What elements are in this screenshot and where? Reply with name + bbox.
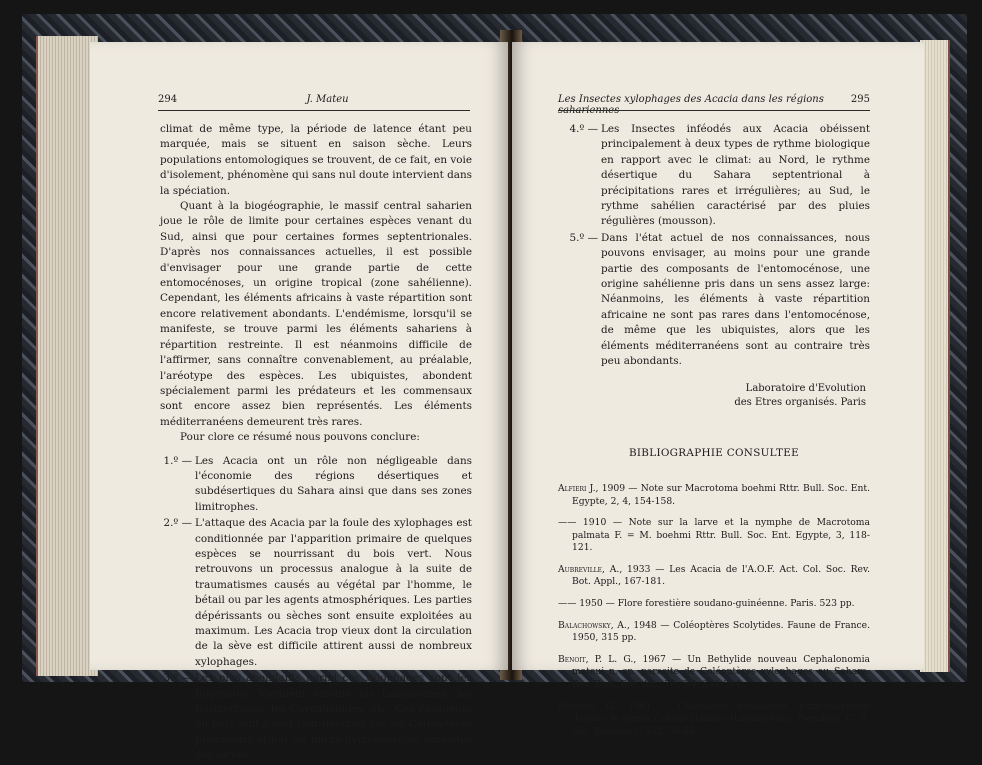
reference-item	[558, 517, 870, 555]
right-running-head	[558, 94, 870, 116]
list-number: 1.º —	[163, 454, 192, 467]
laboratory-line: Laboratoire d'Evolution	[745, 382, 866, 394]
conclusion-list	[160, 454, 472, 764]
paragraph: climat de même type, la période de latence étant peu marquée, mais se situent en saison sèche. Leurs populations entomologiques se trouvent, de ce fait, en voie d'isolement, phénomène qui sans nul doute intervient dans la spéciation.	[160, 123, 472, 197]
list-text: L'attaque des Acacia par la foule des xylophages est conditionnée par l'apparition primaire de quelques espèces se nourrissant du bois vert. Nous retrouvons un processus analogue à la suite de traumatismes causés au végétal par l'homme, le bétail ou par les agents atmosphériques. Les parties dépérissants ou sèches sont ensuite exploitées au maximum. Les Acacia trop vieux dont la circulation de la sève est difficile attirent aussi de nombreux xylophages.	[195, 517, 472, 668]
right-body-text	[558, 122, 870, 747]
reference-author: ——	[558, 517, 577, 529]
reference-author: Benoit, P. L. G.	[558, 653, 634, 665]
reference-text: , 1961 — Chorologie sahélienne, principalement d'après le genre Colotis Hubner (Lépidoptère, Pieridae). C. R. Soc. Biogéogr., 332, 38-46.	[572, 700, 870, 737]
list-text: Les plus abondants parmi ces xylophages sont les Buprestes. Viennent ensuite les Longicornes, les Bostrychides, les Curculionides, etc. Ces ravageurs du bois sont à leur tour décimés par les Coléoptères prédateurs et par les micro-hyménoptères parasites des larves.	[195, 672, 472, 762]
right-running-title: Les Insectes xylophages des Acacia dans les régions	[558, 94, 824, 105]
laboratory-line: des Etres organisés. Paris	[734, 396, 866, 408]
reference-text: , 1909 — Note sur Macrotoma boehmi Rttr. Bull. Soc. Ent. Egypte, 2, 4, 154-158.	[572, 482, 870, 507]
reference-item	[558, 620, 870, 645]
reference-author: Bernardi, G.	[558, 700, 617, 712]
list-item	[558, 231, 870, 370]
paragraph: Quant à la biogéographie, le massif central saharien joue le rôle de limite pour certaines espèces venant du Sud, ainsi que pour certaines formes septentrionales. D'après nos connaissances actuelles, il est possible d'envisager pour une grande partie de cette entomocénoses, un origine tropical (zone sahélienne). Cependant, les éléments africains à vaste répartition sont encore relativement abondants. L'endémisme, lorsqu'il se manifeste, se trouve parmi les éléments sahariens à répartition restreinte. Il est néanmoins difficile de l'affirmer, sans connaître convenablement, au préalable, l'aréotype des espèces. Les ubiquistes, abondent spécialement parmi les prédateurs et les commensaux sont encore assez bien représentés. Les éléments méditerranéens demeurent très rares.	[160, 200, 472, 428]
list-item	[160, 454, 472, 516]
reference-text: 1950 — Flore forestière soudano-guinéenne. Paris. 523 pp.	[576, 598, 855, 610]
list-text: Dans l'état actuel de nos connaissances, nous pouvons envisager, au moins pour une grande partie des composants de l'entomocénose, une origine sahélienne pris dans un sens assez large: Néanmoins, les éléments à vaste répartition africaine ne sont pas rares dans l'entomocénose, de même que les ubiquistes, alors que les éléments méditerranéens sont au contraire très peu abondants.	[601, 231, 870, 368]
reference-text: , 1967 — Un Bethylide nouveau Cephalonomia mateui n. sp. parasite de Coléoptères xylophages au Sahara. Rev. Zool. Bot. Afr., 76, 3-4, 341-344.	[572, 653, 870, 691]
right-header-rule	[558, 110, 870, 111]
left-body-text	[160, 122, 472, 765]
list-number: 5.º —	[569, 231, 598, 244]
reference-author: Balachowsky, A.	[558, 619, 627, 631]
right-page-number: 295	[850, 94, 870, 105]
list-number: 4.º —	[569, 123, 598, 135]
right-page	[512, 42, 924, 737]
reference-author: Aubreville, A.	[558, 563, 620, 575]
right-page-stack	[920, 40, 950, 672]
bibliography-heading: BIBLIOGRAPHIE CONSULTEE	[628, 446, 800, 459]
left-page-number: 294	[158, 94, 178, 105]
reference-text: , 1933 — Les Acacia de l'A.O.F. Act. Col. Soc. Rev. Bot. Appl., 167-181.	[572, 563, 870, 588]
reference-item	[558, 701, 870, 739]
left-header-rule	[158, 110, 470, 111]
list-number: 3.º —	[163, 672, 192, 685]
left-page	[90, 42, 508, 762]
left-running-title: J. Mateu	[306, 94, 349, 105]
reference-text: , 1948 — Coléoptères Scolytides. Faune de France. 1950, 315 pp.	[572, 619, 870, 644]
left-page-stack	[36, 36, 98, 676]
reference-list	[558, 483, 870, 739]
reference-author: ——	[558, 598, 577, 610]
list-item	[558, 122, 870, 230]
reference-item	[558, 483, 870, 508]
reference-author: Alfieri J.	[558, 482, 596, 494]
reference-text: 1910 — Note sur la larve et la nymphe de Macrotoma palmata F. = M. boehmi Rttr. Bull. Soc. Ent. Egypte, 3, 118-121.	[572, 517, 870, 554]
conclusion-list-continued	[558, 122, 870, 370]
reference-item	[558, 564, 870, 589]
list-text: Les Insectes inféodés aux Acacia obéissent principalement à deux types de rythme biologique en rapport avec le climat: au Nord, le rythme désertique du Sahara septentrional à précipitations rares et irrégulières; au Sud, le rythme sahélien caractérisé par des pluies régulières (mousson).	[601, 123, 870, 228]
paragraph: Pour clore ce résumé nous pouvons conclure:	[180, 431, 420, 444]
laboratory-signature	[558, 382, 870, 410]
list-item	[160, 671, 472, 763]
list-item	[160, 516, 472, 670]
left-running-head	[158, 94, 478, 105]
list-text: Les Acacia ont un rôle non négligeable dans l'économie des régions désertiques et subdésertiques du Sahara ainsi que dans ses zones limitrophes.	[195, 454, 472, 513]
list-number: 2.º —	[163, 517, 192, 530]
reference-item	[558, 654, 870, 692]
reference-item	[558, 598, 870, 611]
